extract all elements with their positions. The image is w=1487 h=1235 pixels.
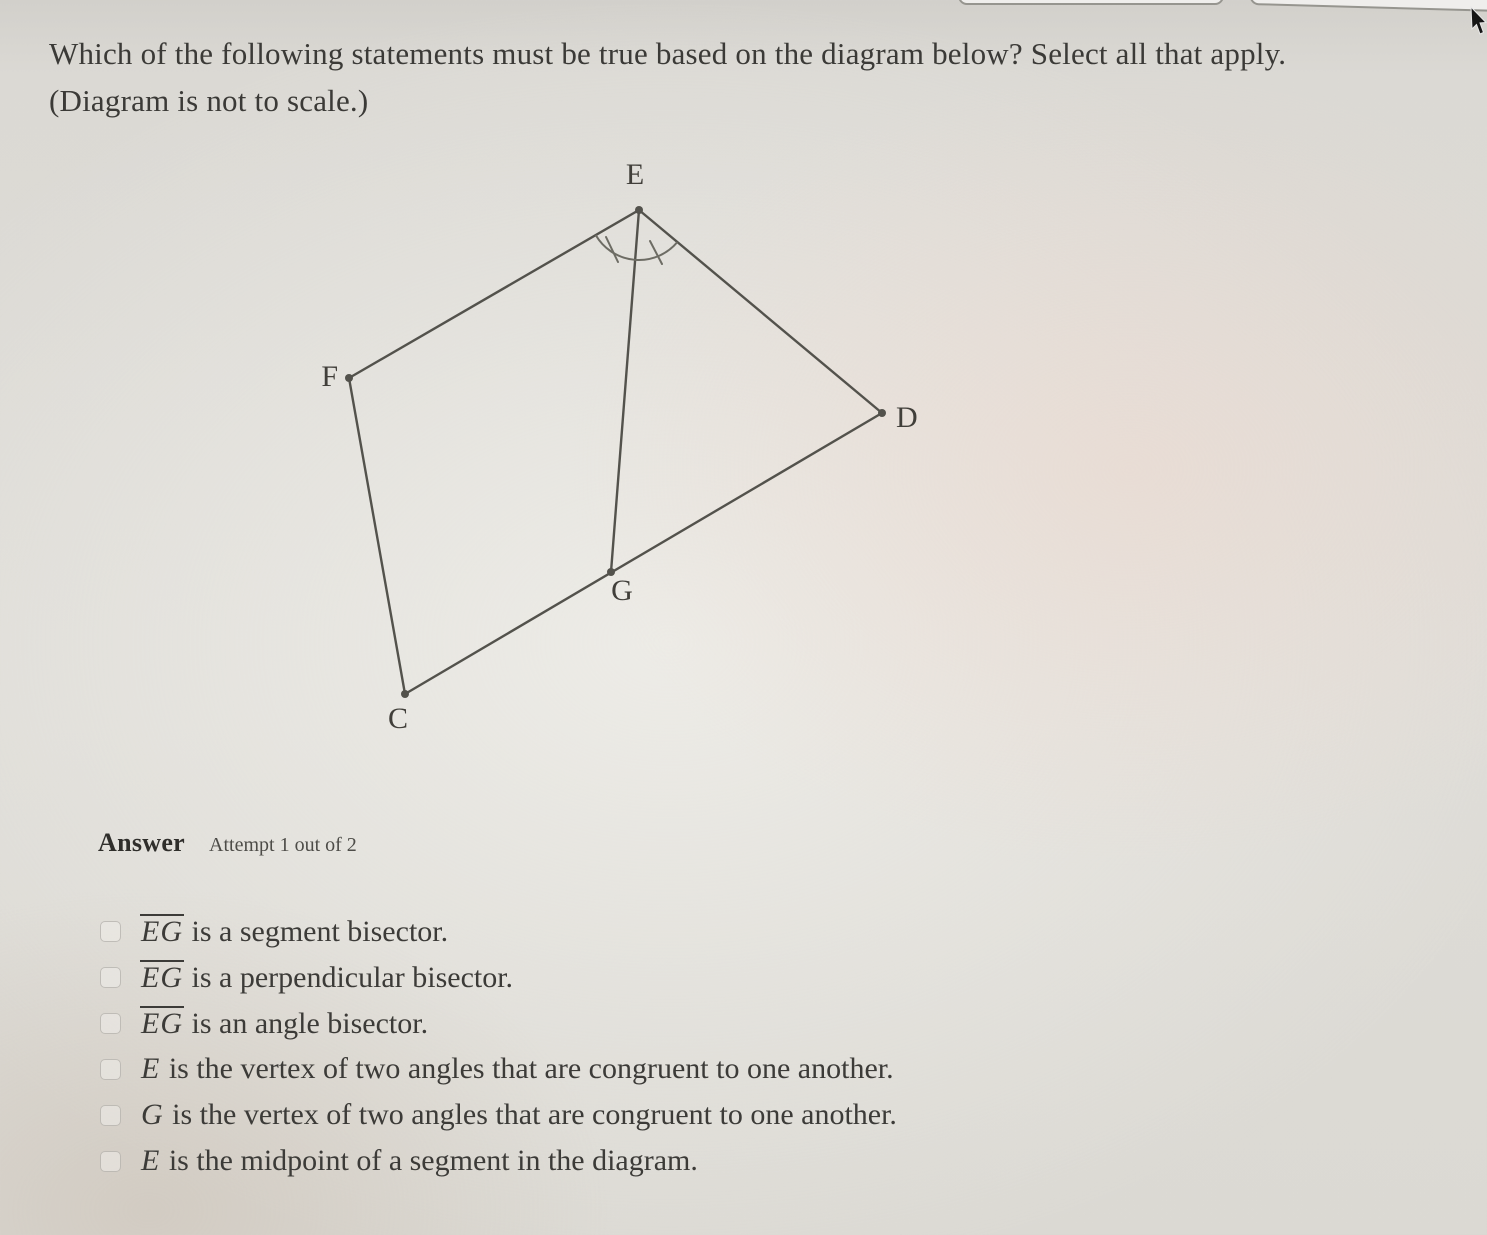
vertex-dot-D <box>878 409 886 417</box>
option-label <box>140 1006 428 1041</box>
answer-label: Answer <box>98 828 186 857</box>
answer-option-row[interactable] <box>100 1046 897 1092</box>
segment-CD <box>405 413 882 694</box>
option-checkbox[interactable] <box>100 967 121 988</box>
option-label <box>140 1144 698 1178</box>
option-checkbox[interactable] <box>100 1105 121 1126</box>
vertex-dot-E <box>635 206 643 214</box>
options-list <box>100 908 897 1184</box>
vertex-label-C: C <box>387 702 409 735</box>
math-symbol: EG <box>141 914 183 948</box>
option-text: is the vertex of two angles that are congruent to one another. <box>161 1052 894 1085</box>
option-checkbox[interactable] <box>100 1059 121 1080</box>
vertex-dot-C <box>401 690 409 698</box>
option-label <box>140 960 513 995</box>
math-symbol: E <box>141 1144 161 1177</box>
answer-option-row[interactable] <box>100 1092 897 1138</box>
answer-option-row[interactable] <box>100 1000 897 1046</box>
math-symbol: E <box>141 1052 161 1085</box>
option-checkbox[interactable] <box>100 921 121 942</box>
answer-option-row[interactable] <box>100 908 897 954</box>
segment-EG <box>611 210 639 572</box>
option-text: is a segment bisector. <box>184 914 449 948</box>
attempt-counter: Attempt 1 out of 2 <box>209 834 357 856</box>
option-checkbox[interactable] <box>100 1151 121 1172</box>
option-text: is the midpoint of a segment in the diagram. <box>161 1144 698 1177</box>
math-symbol: EG <box>141 1006 183 1040</box>
segment-DE <box>639 210 882 413</box>
question-line-2: (Diagram is not to scale.) <box>49 83 369 118</box>
option-checkbox[interactable] <box>100 1013 121 1034</box>
option-label <box>140 914 448 949</box>
option-text: is a perpendicular bisector. <box>184 960 514 994</box>
math-symbol: EG <box>141 960 183 994</box>
option-text: is an angle bisector. <box>184 1006 429 1040</box>
option-label <box>140 1098 897 1132</box>
angle-congruence-tick <box>650 241 662 264</box>
math-symbol: G <box>141 1098 164 1131</box>
option-label <box>140 1052 894 1086</box>
vertex-label-F: F <box>321 360 338 393</box>
vertex-label-D: D <box>896 401 918 434</box>
option-text: is the vertex of two angles that are congruent to one another. <box>164 1098 897 1131</box>
answer-option-row[interactable] <box>100 1138 897 1184</box>
vertex-label-G: G <box>611 574 633 607</box>
answer-section-header <box>98 828 357 858</box>
vertex-dot-F <box>345 374 353 382</box>
question-line-1: Which of the following statements must be true based on the diagram below? Select all that apply. <box>49 36 1287 71</box>
segment-FC <box>349 378 405 694</box>
answer-option-row[interactable] <box>100 954 897 1000</box>
vertex-label-E: E <box>625 158 645 191</box>
